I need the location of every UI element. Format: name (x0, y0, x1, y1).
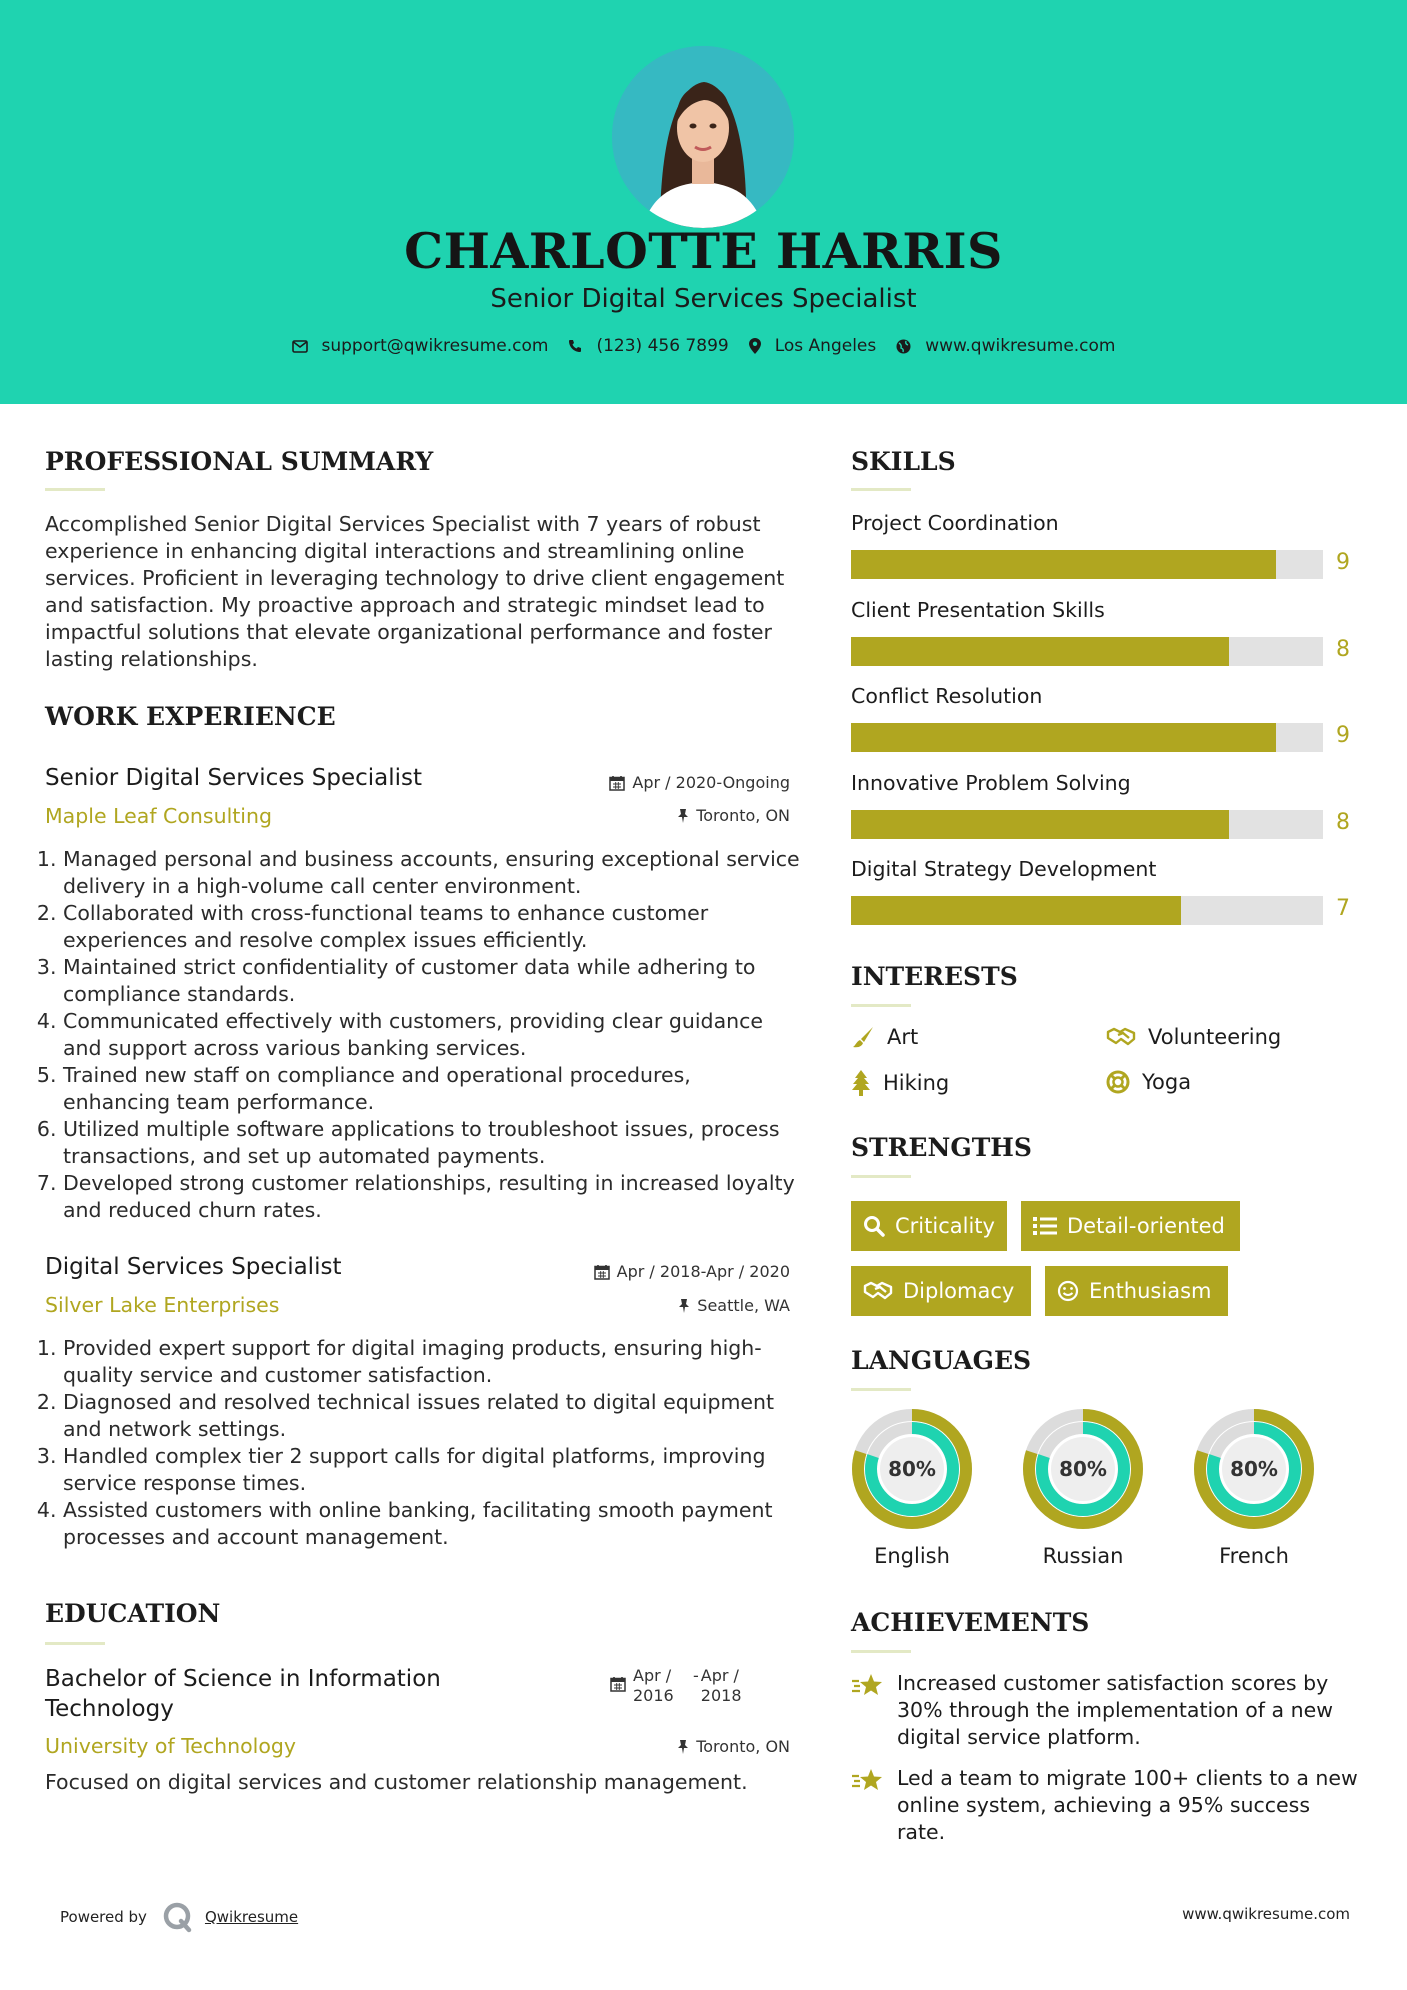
handshake-icon (1106, 1026, 1136, 1048)
strength-tag-criticality (851, 1201, 1007, 1251)
skill-bar-track (851, 896, 1323, 925)
lifebuoy-icon (1106, 1070, 1130, 1094)
skill-score: 8 (1336, 809, 1350, 835)
language-percent: 80% (1230, 1457, 1278, 1481)
brand-link[interactable]: Qwikresume (204, 1908, 299, 1926)
calendar-icon (610, 1676, 626, 1692)
job-location-text: Toronto, ON (696, 806, 790, 825)
duty-item: 6. Utilized multiple software applications to troubleshoot issues, process transactions, and set up automated payments. (63, 1116, 803, 1170)
strength-label: Diplomacy (903, 1279, 1015, 1303)
skill-label: Innovative Problem Solving (851, 770, 1131, 795)
skill-bar-fill (851, 637, 1229, 666)
language-name: Russian (1042, 1544, 1124, 1568)
interest-volunteering (1106, 1025, 1281, 1049)
duty-item: 3. Handled complex tier 2 support calls for digital platforms, improving service response times. (63, 1443, 813, 1497)
star-award-icon (851, 1672, 885, 1698)
contact-website[interactable] (896, 336, 1115, 356)
education-location (677, 1737, 790, 1756)
pushpin-icon (678, 1298, 690, 1313)
header-banner (0, 0, 1407, 404)
strength-tag-enthusiasm (1045, 1266, 1228, 1316)
duty-item: 1. Provided expert support for digital imaging products, ensuring high-quality service and customer satisfaction. (63, 1335, 813, 1389)
language-ring (1022, 1408, 1144, 1530)
duty-item: 2. Diagnosed and resolved technical issues related to digital equipment and network settings. (63, 1389, 813, 1443)
degree-title: Bachelor of Science in Information Technology (45, 1666, 441, 1722)
skill-label: Conflict Resolution (851, 684, 1043, 708)
footer-powered-by (60, 1900, 298, 1934)
interests-underline (851, 1004, 911, 1007)
skill-bar-track (851, 810, 1323, 839)
language-name: French (1219, 1544, 1289, 1568)
strength-tag-diplomacy (851, 1266, 1031, 1316)
map-pin-icon (749, 338, 761, 354)
skill-bar-track (851, 550, 1323, 579)
contact-location-text: Los Angeles (774, 336, 877, 356)
powered-by-label: Powered by (60, 1908, 147, 1926)
tree-icon (851, 1070, 871, 1096)
phone-icon (568, 339, 582, 353)
language-ring (851, 1408, 973, 1530)
duty-item: 3. Maintained strict confidentiality of customer data while adhering to compliance standards. (63, 954, 803, 1008)
calendar-icon (594, 1264, 610, 1280)
strength-tag-detail-oriented (1021, 1201, 1240, 1251)
skill-score: 8 (1336, 636, 1350, 662)
envelope-icon (292, 340, 308, 353)
candidate-title: Senior Digital Services Specialist (490, 284, 917, 314)
contact-email[interactable] (292, 336, 549, 356)
strength-label: Detail-oriented (1067, 1214, 1225, 1238)
list-icon (1033, 1216, 1057, 1236)
skill-bar-fill (851, 723, 1276, 752)
job-dates-text: Apr / 2020-Ongoing (632, 773, 790, 792)
skill-score: 7 (1336, 896, 1350, 921)
qwikresume-logo-icon (161, 1900, 195, 1934)
star-award-icon (851, 1767, 885, 1793)
summary-underline (45, 488, 105, 491)
education-underline (45, 1642, 105, 1645)
education-start-date: Apr / 2016 (633, 1666, 674, 1705)
pushpin-icon (677, 1739, 689, 1754)
skill-label: Project Coordination (851, 511, 1059, 535)
skills-heading: SKILLS (851, 447, 956, 476)
pushpin-icon (677, 808, 689, 823)
skill-score: 9 (1336, 723, 1350, 748)
portrait-illustration (612, 46, 794, 228)
interest-label: Volunteering (1148, 1025, 1282, 1049)
school-name: University of Technology (45, 1734, 297, 1758)
job-company: Maple Leaf Consulting (45, 804, 273, 828)
achievement-item (851, 1670, 1361, 1751)
globe-icon (896, 339, 911, 354)
achievement-text: Led a team to migrate 100+ clients to a new online system, achieving a 95% success rate. (897, 1766, 1358, 1844)
interest-art (851, 1025, 918, 1049)
duty-item: 4. Assisted customers with online banking, facilitating smooth payment processes and account management. (63, 1497, 813, 1551)
skills-underline (851, 488, 911, 491)
job-title: Senior Digital Services Specialist (45, 765, 423, 791)
duty-item: 2. Collaborated with cross-functional teams to enhance customer experiences and resolve complex issues efficiently. (63, 900, 803, 954)
job-duties (45, 846, 803, 1224)
achievement-item (851, 1765, 1361, 1846)
skill-bar-track (851, 637, 1323, 666)
job-dates (594, 1262, 790, 1281)
strength-label: Criticality (895, 1214, 995, 1238)
job-location-text: Seattle, WA (697, 1296, 790, 1315)
summary-heading: PROFESSIONAL SUMMARY (45, 447, 434, 476)
calendar-icon (609, 775, 625, 791)
achievement-text: Increased customer satisfaction scores by 30% through the implementation of a new digital service platform. (897, 1671, 1333, 1749)
language-name: English (874, 1544, 950, 1568)
interest-label: Art (887, 1025, 919, 1049)
education-dates (610, 1666, 749, 1706)
strengths-heading: STRENGTHS (851, 1133, 1032, 1162)
contact-location (749, 336, 877, 356)
languages-heading: LANGUAGES (851, 1346, 1032, 1375)
languages-underline (851, 1388, 911, 1391)
contact-phone[interactable] (568, 336, 728, 356)
job-location (677, 806, 790, 825)
handshake-icon (863, 1280, 893, 1302)
contact-bar (0, 336, 1407, 356)
interest-label: Hiking (883, 1071, 950, 1095)
job-duties (45, 1335, 813, 1551)
education-date-dash: - (693, 1666, 699, 1685)
contact-website-text: www.qwikresume.com (925, 336, 1116, 356)
education-location-text: Toronto, ON (696, 1737, 790, 1756)
contact-email-text: support@qwikresume.com (321, 336, 549, 356)
job-company: Silver Lake Enterprises (45, 1293, 280, 1317)
candidate-name: CHARLOTTE HARRIS (404, 222, 1003, 280)
education-end-date: Apr / 2018 (700, 1666, 742, 1705)
interest-hiking (851, 1070, 949, 1096)
job-dates (609, 773, 790, 792)
strengths-underline (851, 1175, 911, 1178)
education-description: Focused on digital services and customer relationship management. (45, 1770, 748, 1794)
interest-label: Yoga (1142, 1070, 1192, 1094)
skill-bar-track (851, 723, 1323, 752)
contact-phone-text: (123) 456 7899 (596, 336, 729, 356)
skill-bar-fill (851, 896, 1181, 925)
language-percent: 80% (1059, 1457, 1107, 1481)
job-title: Digital Services Specialist (45, 1254, 342, 1280)
avatar (612, 46, 794, 228)
job-location (678, 1296, 790, 1315)
duty-item: 4. Communicated effectively with customers, providing clear guidance and support across various banking services. (63, 1008, 803, 1062)
job-dates-text: Apr / 2018-Apr / 2020 (616, 1262, 790, 1281)
education-heading: EDUCATION (45, 1599, 221, 1628)
duty-item: 5. Trained new staff on compliance and operational procedures, enhancing team performance. (63, 1062, 803, 1116)
experience-heading: WORK EXPERIENCE (45, 702, 336, 731)
achievements-heading: ACHIEVEMENTS (851, 1608, 1090, 1637)
skill-label: Digital Strategy Development (851, 857, 1157, 881)
search-icon (863, 1215, 885, 1237)
interest-yoga (1106, 1070, 1191, 1094)
interests-heading: INTERESTS (851, 962, 1018, 991)
duty-item: 1. Managed personal and business accounts, ensuring exceptional service delivery in a high-volume call center environment. (63, 846, 803, 900)
skill-label: Client Presentation Skills (851, 597, 1105, 622)
footer-website[interactable]: www.qwikresume.com (1182, 1905, 1350, 1923)
summary-text: Accomplished Senior Digital Services Specialist with 7 years of robust experience in enhancing digital interactions and streamlining online services. Proficient in leveraging technology to drive client engagement and satisfaction. My proactive approach and strategic mindset lead to impactful solutions that elevate organizational performance and foster lasting relationships. (45, 512, 785, 671)
achievements-underline (851, 1650, 911, 1653)
skill-bar-fill (851, 550, 1276, 579)
strength-label: Enthusiasm (1089, 1279, 1212, 1303)
skill-bar-fill (851, 810, 1229, 839)
duty-item: 7. Developed strong customer relationships, resulting in increased loyalty and reduced churn rates. (63, 1170, 803, 1224)
skill-score: 9 (1336, 550, 1350, 575)
language-ring (1193, 1408, 1315, 1530)
paintbrush-icon (851, 1025, 875, 1049)
smile-icon (1057, 1280, 1079, 1302)
language-percent: 80% (888, 1457, 936, 1481)
